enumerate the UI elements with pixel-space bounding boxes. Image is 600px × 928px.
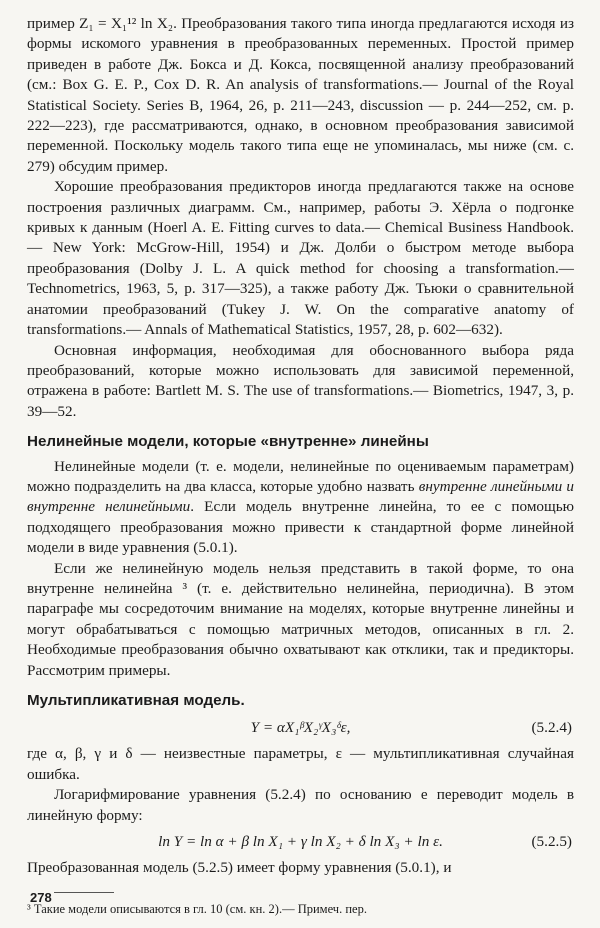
footnote: ³ Такие модели описываются в гл. 10 (см. кн. 2).— Примеч. пер. [27, 902, 367, 917]
equation-5-2-5-formula: ln Y = ln α + β ln X₁ + γ ln X₂ + δ ln X₃ + ln ε. [158, 833, 443, 851]
section-heading-multiplicative-model: Мультипликативная модель. [27, 692, 245, 709]
paragraph-4-start: Нелинейные модели (т. е. модели, нелинейные по оцениваемым параметрам) можно подразделить на два класса, которые удобно назвать [27, 457, 574, 495]
paragraph-3: Основная информация, необходимая для обоснованного выбора ряда преобразований, которые можно использовать для зависимой переменной, отражена в работе: Bartlett M. S. The use of transformations.— Biometrics, 1947, 3, p. 39—52. [27, 341, 574, 420]
paragraph-4-end: . Если модель внутренне линейна, то ее с помощью подходящего преобразования можно привести к стандартной форме линейной модели в виде уравнения (5.0.1). [27, 498, 574, 557]
main-text [27, 14, 574, 918]
equation-5-2-4 [27, 715, 574, 741]
paragraph-4 [27, 457, 574, 559]
paragraph-4-italic-terms: внутренне линейными и внутренне нелинейными [27, 477, 575, 516]
section-heading-intrinsically-linear: Нелинейные модели, которые «внутренне» линейны [27, 433, 429, 451]
equation-5-2-5-number: (5.2.5) [531, 833, 572, 851]
footnote-divider [54, 892, 114, 893]
paragraph-1: пример Z₁ = X₁¹² ln X₂. Преобразования такого типа иногда предлагаются исходя из формы искомого уравнения в преобразованных переменных. Простой пример приведен в работе Дж. Бокса и Д. Кокса, посвященной анализу преобразований (см.: Box G. E. P., Cox D. R. An analysis of transformations.— Journal of the Royal Statistical Society. Series B, 1964, 26, p. 211—243, discussion — p. 244—252, см. р. 222—223), где рассматриваются, однако, в основном преобразования зависимой переменной. Поскольку модель такого типа еще не упоминалась, мы ниже (см. с. 279) обсудим пример. [27, 15, 574, 175]
paragraph-2: Хорошие преобразования предикторов иногда предлагаются также на основе построения различных диаграмм. См., например, работы Э. Хёрла о подгонке кривых к данным (Hoerl A. E. Fitting curves to data.— Chemical Business Handbook.— New York: McGrow-Hill, 1954) и Дж. Долби о быстром методе выбора преобразования (Dolby J. L. A quick method for choosing a transformation.— Technometrics, 1963, 5, p. 317—325), а также работу Дж. Тьюки о сравнительной анатомии преобразований (Tukey J. W. On the comparative anatomy of transformations.— Annals of Mathematical Statistics, 1957, 28, p. 602—632). [27, 178, 574, 339]
equation-5-2-4-formula: Y = αX₁ᵝX₂ᵞX₃ᵟε, [250, 719, 351, 737]
paragraph-8: Преобразованная модель (5.2.5) имеет форму уравнения (5.0.1), и [27, 859, 452, 877]
paragraph-6: где α, β, γ и δ — неизвестные параметры, ε — мультипликативная случайная ошибка. [27, 745, 574, 783]
paragraph-7: Логарифмирование уравнения (5.2.4) по основанию e переводит модель в линейную форму: [27, 786, 574, 824]
page-number: 278 [30, 890, 52, 905]
equation-5-2-5 [27, 829, 574, 855]
paragraph-5: Если же нелинейную модель нельзя представить в такой форме, то она внутренне нелинейна ³ (т. е. действительно нелинейна, периодична). В этом параграфе мы сосредоточим внимание на моделях, которые внутренне линейны и могут обрабатываться с помощью матричных методов, описанных в гл. 2. Необходимые преобразования обычно охватывают как отклики, так и предикторы. Рассмотрим примеры. [27, 559, 574, 679]
equation-5-2-4-number: (5.2.4) [531, 719, 572, 737]
